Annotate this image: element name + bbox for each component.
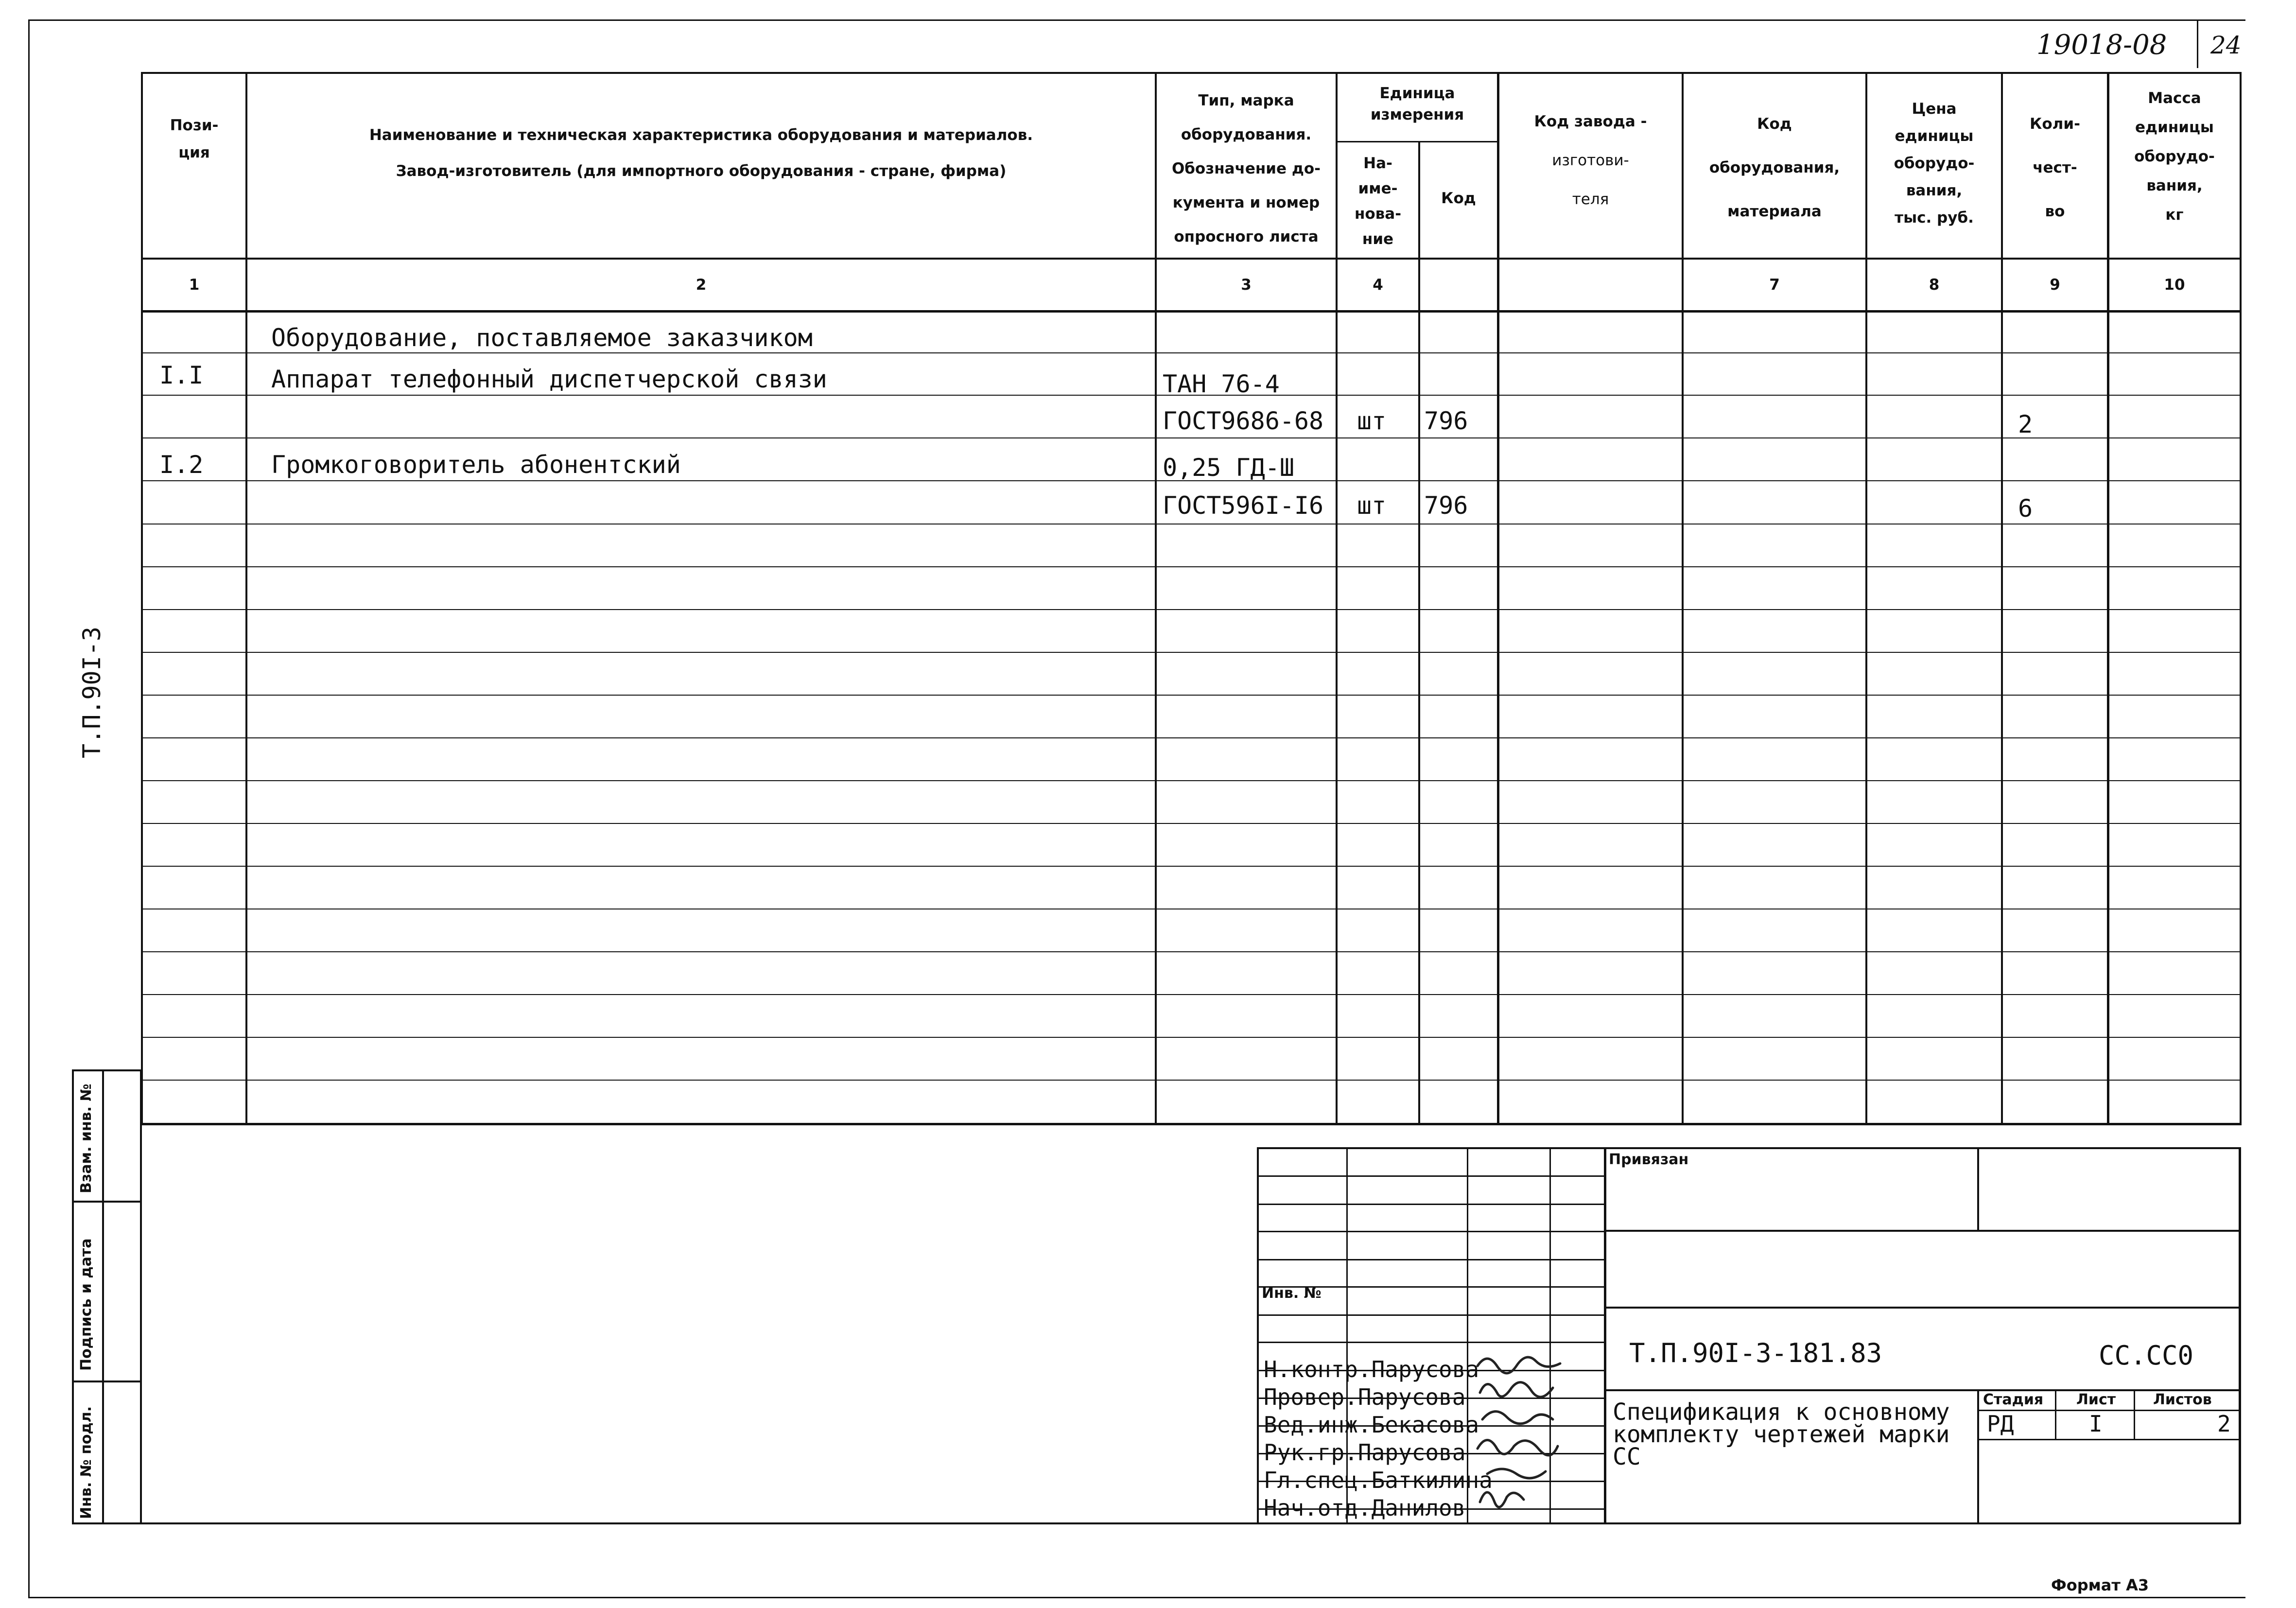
sheets-value: 2	[2217, 1411, 2231, 1437]
table-row-line	[141, 866, 2241, 867]
row3-name: Громкоговоритель абонентский	[271, 451, 681, 479]
row2-type: ГОСТ9686-68	[1163, 407, 1324, 435]
colnum-2: 2	[696, 276, 707, 294]
sheet-label: Лист	[2076, 1391, 2116, 1408]
title-block-row-line	[1257, 1342, 1605, 1343]
title-block-row-line	[1257, 1231, 1605, 1232]
row1-name: Аппарат телефонный диспетчерской связи	[271, 365, 827, 393]
colnum-1: 1	[189, 276, 200, 294]
colnum-10: 10	[2164, 276, 2185, 294]
handwritten-signatures	[1473, 1351, 1599, 1521]
table-row-line	[141, 695, 2241, 696]
table-row-line	[141, 437, 2241, 438]
row4-unit: шт	[1357, 491, 1387, 520]
frame-bottom	[29, 1597, 2245, 1598]
header-unit: Единица измерения	[1370, 85, 1464, 123]
stage-label: Стадия	[1983, 1391, 2044, 1408]
role-row: Вед.инж.Бекасова	[1264, 1412, 1479, 1438]
document-code: Т.П.90I-3-181.83	[1629, 1338, 1882, 1368]
colnum-3: 3	[1241, 276, 1252, 294]
table-row-line	[141, 823, 2241, 824]
role-row: Рук.гр.Парусова	[1264, 1439, 1466, 1466]
row3-position: I.2	[159, 451, 204, 479]
sheet-value: I	[2089, 1411, 2103, 1437]
header-unit-code: Код	[1441, 190, 1476, 207]
bound-label: Привязан	[1609, 1151, 1689, 1168]
table-row-line	[141, 737, 2241, 738]
sheets-label: Листов	[2153, 1391, 2212, 1408]
table-row-line	[141, 566, 2241, 567]
title-block-row-line	[1257, 1259, 1605, 1260]
row2-code: 796	[1424, 407, 1468, 435]
header-mass: Масса единицы оборудо- вания, кг	[2134, 89, 2215, 224]
inventory-label: Инв. №	[1262, 1285, 1322, 1302]
header-equipment-code: Код оборудования, материала	[1709, 115, 1840, 220]
colnum-4: 4	[1373, 276, 1383, 294]
header-type: Тип, марка оборудования. Обозначение до- кумента и номер опросного листа	[1171, 92, 1321, 245]
document-title: Спецификация к основному комплекту чертежей марки СС	[1613, 1398, 1950, 1470]
table-row-line	[141, 652, 2241, 653]
stage-value: РД	[1987, 1411, 2014, 1437]
title-block-row-line	[1257, 1204, 1605, 1205]
row4-code: 796	[1424, 491, 1468, 520]
row2-unit: шт	[1357, 407, 1387, 435]
header-factory-code: Код завода - изготови- теля	[1534, 113, 1647, 208]
table-row-section-title: Оборудование, поставляемое заказчиком	[271, 324, 813, 352]
row4-type: ГОСТ596I-I6	[1163, 491, 1324, 520]
header-position: Пози- ция	[170, 117, 219, 161]
row1-type: ТАН 76-4	[1163, 370, 1280, 398]
colnum-8: 8	[1929, 276, 1940, 294]
table-row-line	[141, 1080, 2241, 1081]
table-row-line	[141, 609, 2241, 610]
title-block-row-line	[1257, 1314, 1605, 1316]
doc-number-stamp: 19018-08	[2036, 29, 2167, 61]
side-label-signature-date: Подпись и дата	[78, 1238, 95, 1371]
table-row-line	[141, 994, 2241, 995]
side-label-replacement-inv: Взам. инв. №	[78, 1084, 95, 1193]
role-row: Гл.спец.Баткилина	[1264, 1467, 1493, 1493]
format-label: Формат А3	[2051, 1576, 2149, 1594]
table-row-line	[141, 951, 2241, 952]
header-name: Наименование и техническая характеристика оборудования и материалов. Завод-изготовитель (для импортного оборудования - стране, фирма)	[369, 126, 1033, 180]
row1-position: I.I	[159, 361, 204, 389]
colnum-9: 9	[2050, 276, 2060, 294]
table-row-line	[141, 352, 2241, 353]
row4-quantity: 6	[2018, 494, 2033, 523]
role-row: Провер.Парусова	[1264, 1384, 1466, 1410]
side-label-inv-original: Инв. № подл.	[78, 1406, 95, 1519]
document-mark: СС.СС0	[2099, 1340, 2194, 1371]
header-quantity: Коли- чест- во	[2030, 115, 2080, 220]
frame-top	[29, 19, 2245, 21]
title-block-row-line	[1257, 1175, 1605, 1177]
page-number-stamp: 24	[2210, 31, 2242, 59]
stamp-divider	[2197, 19, 2198, 68]
row2-quantity: 2	[2018, 410, 2033, 438]
role-row: Нач.отд.Данилов	[1264, 1495, 1466, 1521]
table-row-line	[141, 780, 2241, 781]
header-unit-name: На- име- нова- ние	[1354, 155, 1402, 248]
colnum-7: 7	[1769, 276, 1780, 294]
row3-type: 0,25 ГД-Ш	[1163, 454, 1294, 482]
header-price: Цена единицы оборудо- вания, тыс. руб.	[1894, 100, 1975, 227]
table-row-line	[141, 1037, 2241, 1038]
role-row: Н.контр.Парусова	[1264, 1356, 1479, 1382]
frame-left	[28, 19, 30, 1598]
side-doc-label: Т.П.90I-3	[78, 627, 106, 758]
